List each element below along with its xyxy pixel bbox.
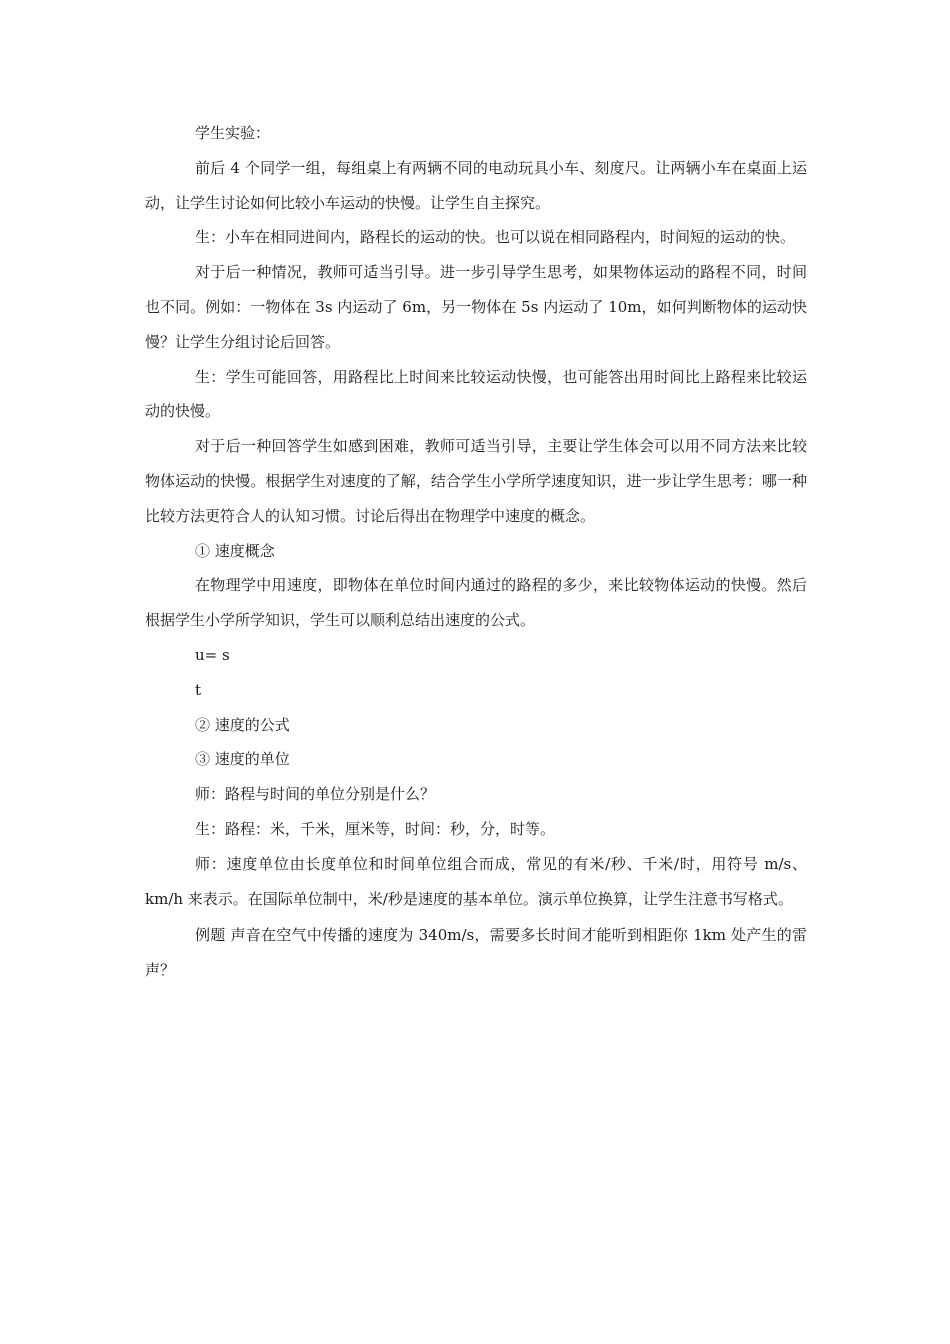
paragraph-teacher-guidance-2: 对于后一种回答学生如感到困难，教师可适当引导，主要让学生体会可以用不同方法来比较物体运动的快慢。根据学生对速度的了解，结合学生小学所学速度知识，进一步让学生思考：哪一种比较方法更符合人的认知习惯。讨论后得出在物理学中速度的概念。 (145, 437, 807, 525)
formula-denominator: t (195, 680, 202, 699)
paragraph-student-answer-1: 生：小车在相同进间内，路程长的运动的快。也可以说在相同路程内，时间短的运动的快。 (195, 228, 796, 247)
paragraph-example-problem: 例题 声音在空气中传播的速度为 340m/s，需要多长时间才能听到相距你 1km 处产生的雷声？ (145, 926, 807, 980)
paragraph-student-units-answer: 生：路程：米，千米，厘米等，时间：秒，分，时等。 (195, 819, 556, 838)
paragraph-student-answer-2: 生：学生可能回答，用路程比上时间来比较运动快慢，也可能答出用时间比上路程来比较运动的快慢。 (145, 367, 807, 421)
section-speed-unit: ③ 速度的单位 (195, 750, 290, 769)
section-speed-formula: ② 速度的公式 (195, 715, 290, 734)
paragraph-teacher-units-explanation: 师：速度单位由长度单位和时间单位组合而成，常见的有米/秒、千米/时，用符号 m/s、km/h 来表示。在国际单位制中，米/秒是速度的基本单位。演示单位换算，让学生注意书写格式。 (145, 854, 807, 908)
section-speed-concept: ① 速度概念 (195, 541, 275, 560)
paragraph-speed-definition: 在物理学中用速度，即物体在单位时间内通过的路程的多少，来比较物体运动的快慢。然后根据学生小学所学知识，学生可以顺利总结出速度的公式。 (145, 576, 807, 630)
document-body (145, 116, 807, 988)
formula-numerator: u= s (195, 645, 230, 664)
paragraph-teacher-question: 师：路程与时间的单位分别是什么？ (195, 785, 436, 804)
paragraph-student-experiment-heading: 学生实验： (195, 124, 271, 142)
paragraph-teacher-guidance-1: 对于后一种情况，教师可适当引导。进一步引导学生思考，如果物体运动的路程不同，时间也不同。例如：一物体在 3s 内运动了 6m，另一物体在 5s 内运动了 10m，如何判断物体的运动快慢？让学生分组讨论后回答。 (145, 263, 807, 351)
paragraph-experiment-setup: 前后 4 个同学一组，每组桌上有两辆不同的电动玩具小车、刻度尺。让两辆小车在桌面上运动，让学生讨论如何比较小车运动的快慢。让学生自主探究。 (145, 158, 807, 212)
